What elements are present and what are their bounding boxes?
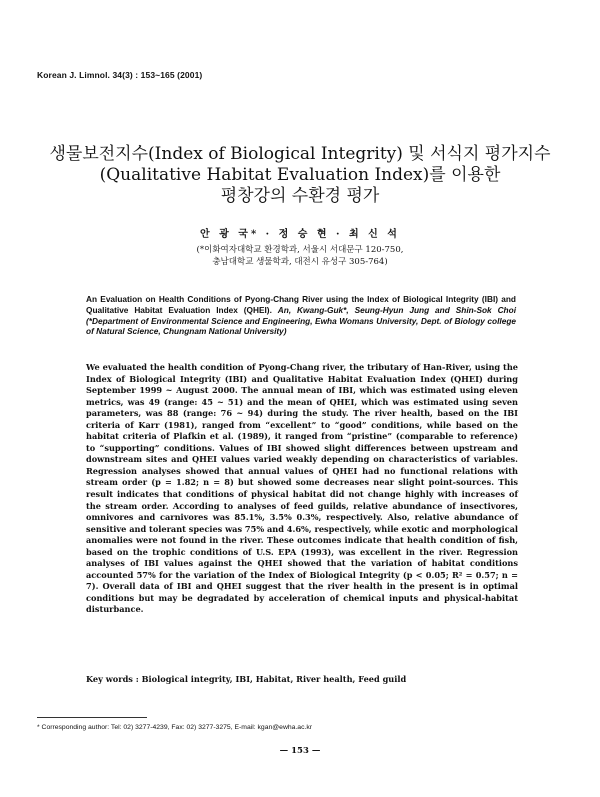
corresponding-author-footnote: * Corresponding author: Tel: 02) 3277-4239, Fax: 02) 3277-3275, E-mail: kgan@ewha.ac.kr: [37, 724, 313, 731]
affiliation-line-1: (*이화여자대학교 환경학과, 서울시 서대문구 120-750,: [196, 245, 404, 255]
title-line-3: 평창강의 수환경 평가: [220, 186, 380, 206]
korean-title: [40, 144, 560, 207]
abstract-text: We evaluated the health condition of Pyong-Chang river, the tributary of Han-River, using the Index of Biological Integrity (IBI) and Qualitative Habitat Evaluation Index (QHEI) during September 1999 ~ August 2000. The annual mean of IBI, which was estimated using eleven metrics, was 49 (range: 45 ~ 51) and the mean of QHEI, which was estimated using seven parameters, was 88 (range: 76 ~ 94) during the study. The river health, based on the IBI criteria of Karr (1981), ranged from “excellent” to “good” conditions, while based on the habitat criteria of Plafkin et al. (1989), it ranged from “pristine” (comparable to reference) to “supporting” conditions. Values of IBI showed slight differences between upstream and downstream sites and QHEI values varied weakly depending on characteristics of variables. Regression analyses showed that annual values of QHEI had no functional relations with stream order (p = 1.82; n = 8) but showed some decreases near slight point-sources. This result indicates that conditions of physical habitat did not change highly with increases of the stream order. According to analyses of feed guilds, relative abundance of insectivores, omnivores and carnivores was 85.1%, 3.5% 0.3%, respectively. Also, relative abundance of sensitive and tolerant species was 75% and 4.6%, respectively, while exotic and morphological anomalies were not found in the river. These outcomes indicate that health condition of fish, based on the trophic conditions of U.S. EPA (1993), was excellent in the river. Regression analyses of IBI values against the QHEI showed that the variation of habitat conditions accounted 57% for the variation of the Index of Biological Integrity (p < 0.05; R² = 0.57; n = 7). Overall data of IBI and QHEI suggest that the river health in the present is in optimal conditions but may be degradated by acceleration of chemical inputs and physical-habitat disturbance.: [86, 362, 518, 615]
keywords: Key words : Biological integrity, IBI, Habitat, River health, Feed guild: [86, 674, 407, 684]
korean-authors: 안 광 국* · 정 승 현 · 최 신 석: [200, 229, 400, 240]
footnote-divider: [37, 717, 147, 718]
english-title: An Evaluation on Health Conditions of Pyong-Chang River using the Index of Biological Integrity (IBI) and Qualitative Habitat Evaluation Index (QHEI).: [86, 294, 516, 315]
english-authors-affiliation: An, Kwang-Guk*, Seung-Hyun Jung and Shin-Sok Choi (*Department of Environmental Science and Engineering, Ewha Womans University, Dept. of Biology college of Natural Science, Chungnam National University): [86, 304, 516, 337]
korean-affiliation: [40, 244, 560, 268]
english-title-block: [86, 294, 516, 337]
journal-reference: Korean J. Limnol. 34(3) : 153~165 (2001): [37, 70, 203, 80]
title-line-1: 생물보전지수(Index of Biological Integrity) 및 서식지 평가지수: [49, 144, 551, 164]
affiliation-line-2: 충남대학교 생물학과, 대전시 유성구 305-764): [212, 257, 388, 267]
title-line-2: (Qualitative Habitat Evaluation Index)를 이용한: [99, 165, 501, 185]
page-number: — 153 —: [279, 746, 321, 756]
